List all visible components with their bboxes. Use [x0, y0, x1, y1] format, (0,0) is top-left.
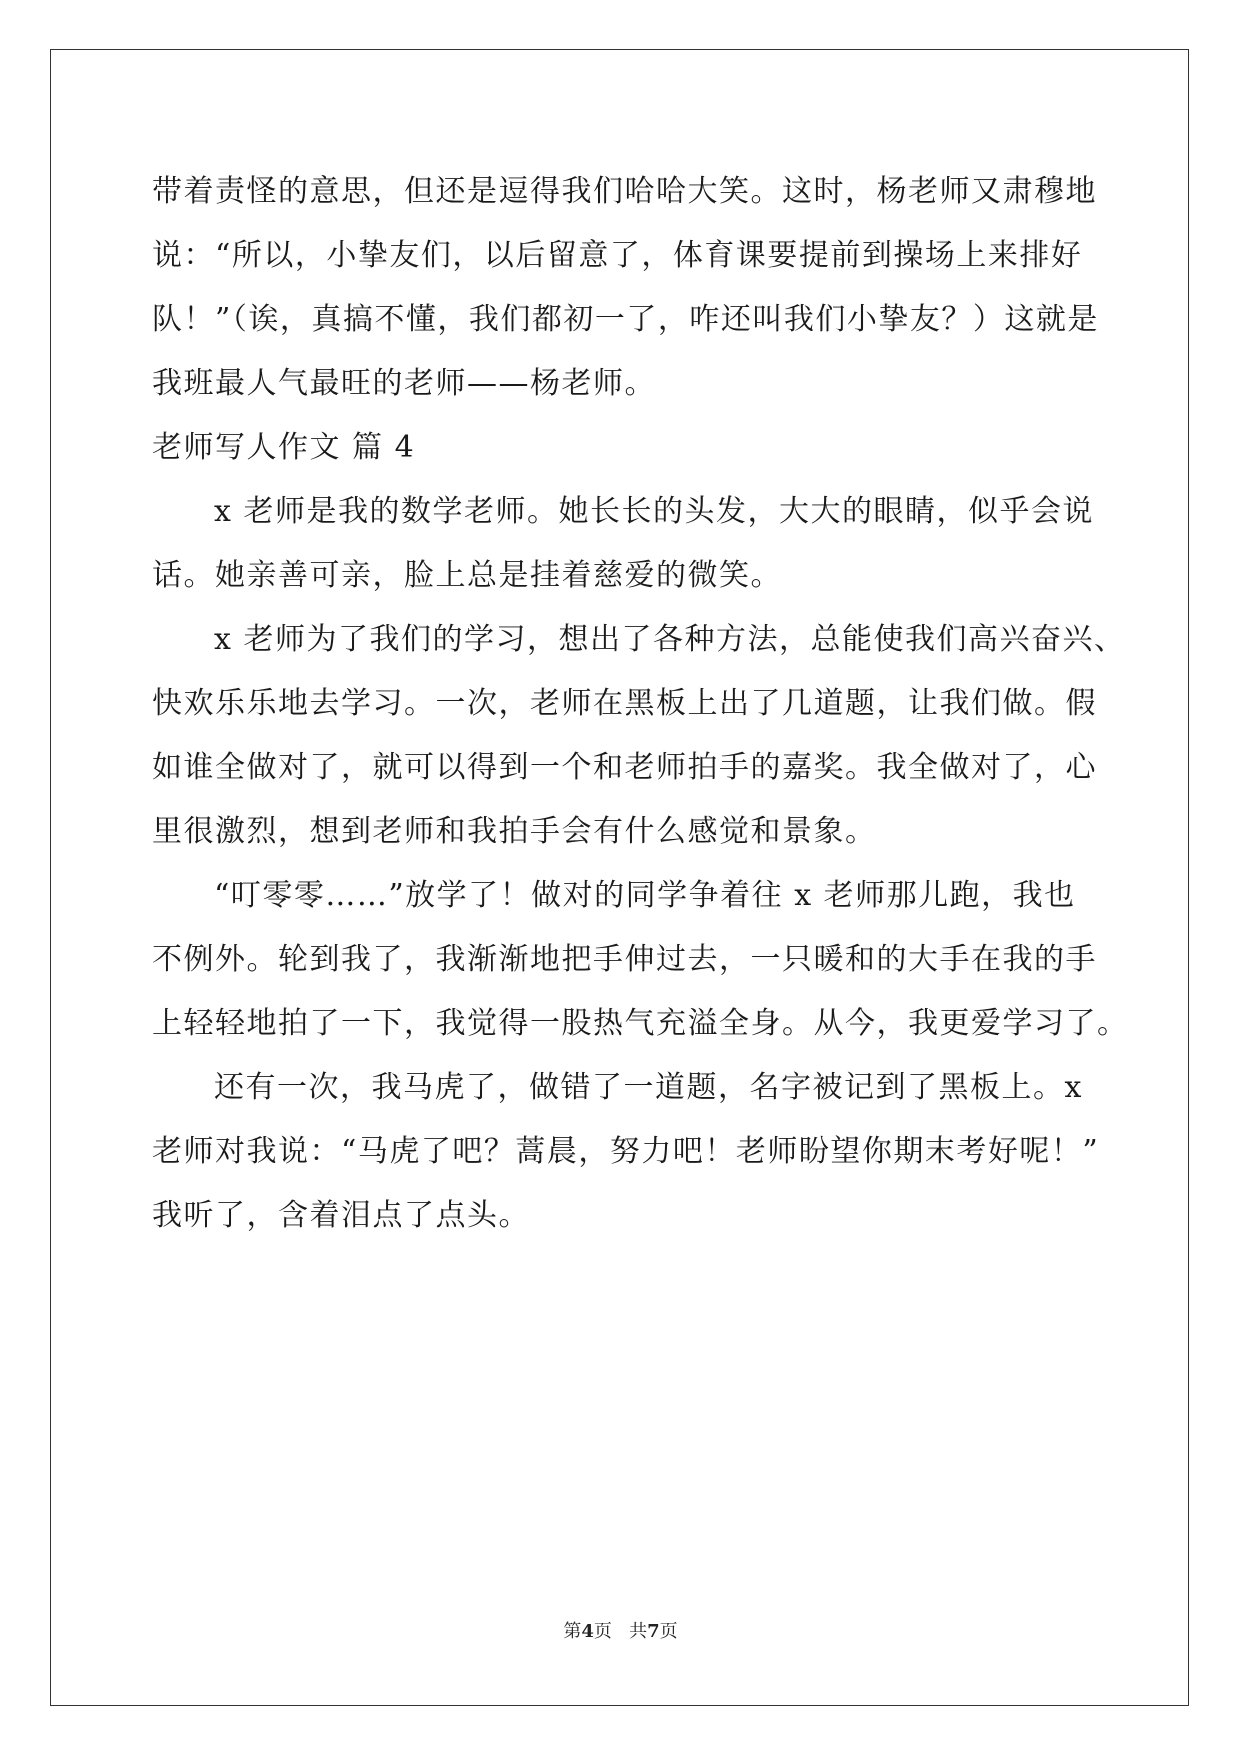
- text-line: 我班最人气最旺的老师——杨老师。: [152, 366, 656, 401]
- text-line: 还有一次，我马虎了，做错了一道题，名字被记到了黑板上。x: [214, 1070, 1083, 1105]
- text-line: 上轻轻地拍了一下，我觉得一股热气充溢全身。从今，我更爱学习了。: [152, 1006, 1129, 1041]
- text-line: x 老师是我的数学老师。她长长的头发，大大的眼睛，似乎会说: [214, 494, 1094, 529]
- current-page-number: 4: [581, 1621, 594, 1642]
- footer-total-suffix: 页: [659, 1621, 678, 1642]
- text-line: 快欢乐乐地去学习。一次，老师在黑板上出了几道题，让我们做。假: [152, 686, 1097, 721]
- text-line: x 老师为了我们的学习，想出了各种方法，总能使我们高兴奋兴、: [214, 622, 1126, 657]
- text-line: 说：“所以，小挚友们，以后留意了，体育课要提前到操场上来排好: [152, 238, 1083, 273]
- footer-page-word: 页: [593, 1621, 612, 1642]
- text-line: 如谁全做对了，就可以得到一个和老师拍手的嘉奖。我全做对了，心: [152, 750, 1097, 785]
- section-heading: 老师写人作文 篇 4: [152, 430, 416, 465]
- text-line: 话。她亲善可亲，脸上总是挂着慈爱的微笑。: [152, 558, 782, 593]
- text-line: 带着责怪的意思，但还是逗得我们哈哈大笑。这时，杨老师又肃穆地: [152, 174, 1097, 209]
- document-body: [152, 160, 1129, 1248]
- page-footer: [0, 1617, 1241, 1643]
- text-line: 队！”（诶，真搞不懂，我们都初一了，咋还叫我们小挚友？）这就是: [152, 302, 1099, 337]
- text-line: 我听了，含着泪点了点头。: [152, 1198, 530, 1233]
- footer-total-prefix: 共: [629, 1621, 648, 1642]
- text-line: 不例外。轮到我了，我渐渐地把手伸过去，一只暖和的大手在我的手: [152, 942, 1097, 977]
- footer-prefix: 第: [563, 1621, 582, 1642]
- text-line: 老师对我说：“马虎了吧？蒿晨，努力吧！老师盼望你期末考好呢！”: [152, 1134, 1100, 1169]
- text-line: “叮零零……”放学了！做对的同学争着往 x 老师那儿跑，我也: [214, 878, 1076, 913]
- text-line: 里很激烈，想到老师和我拍手会有什么感觉和景象。: [152, 814, 877, 849]
- total-pages-number: 7: [647, 1621, 660, 1642]
